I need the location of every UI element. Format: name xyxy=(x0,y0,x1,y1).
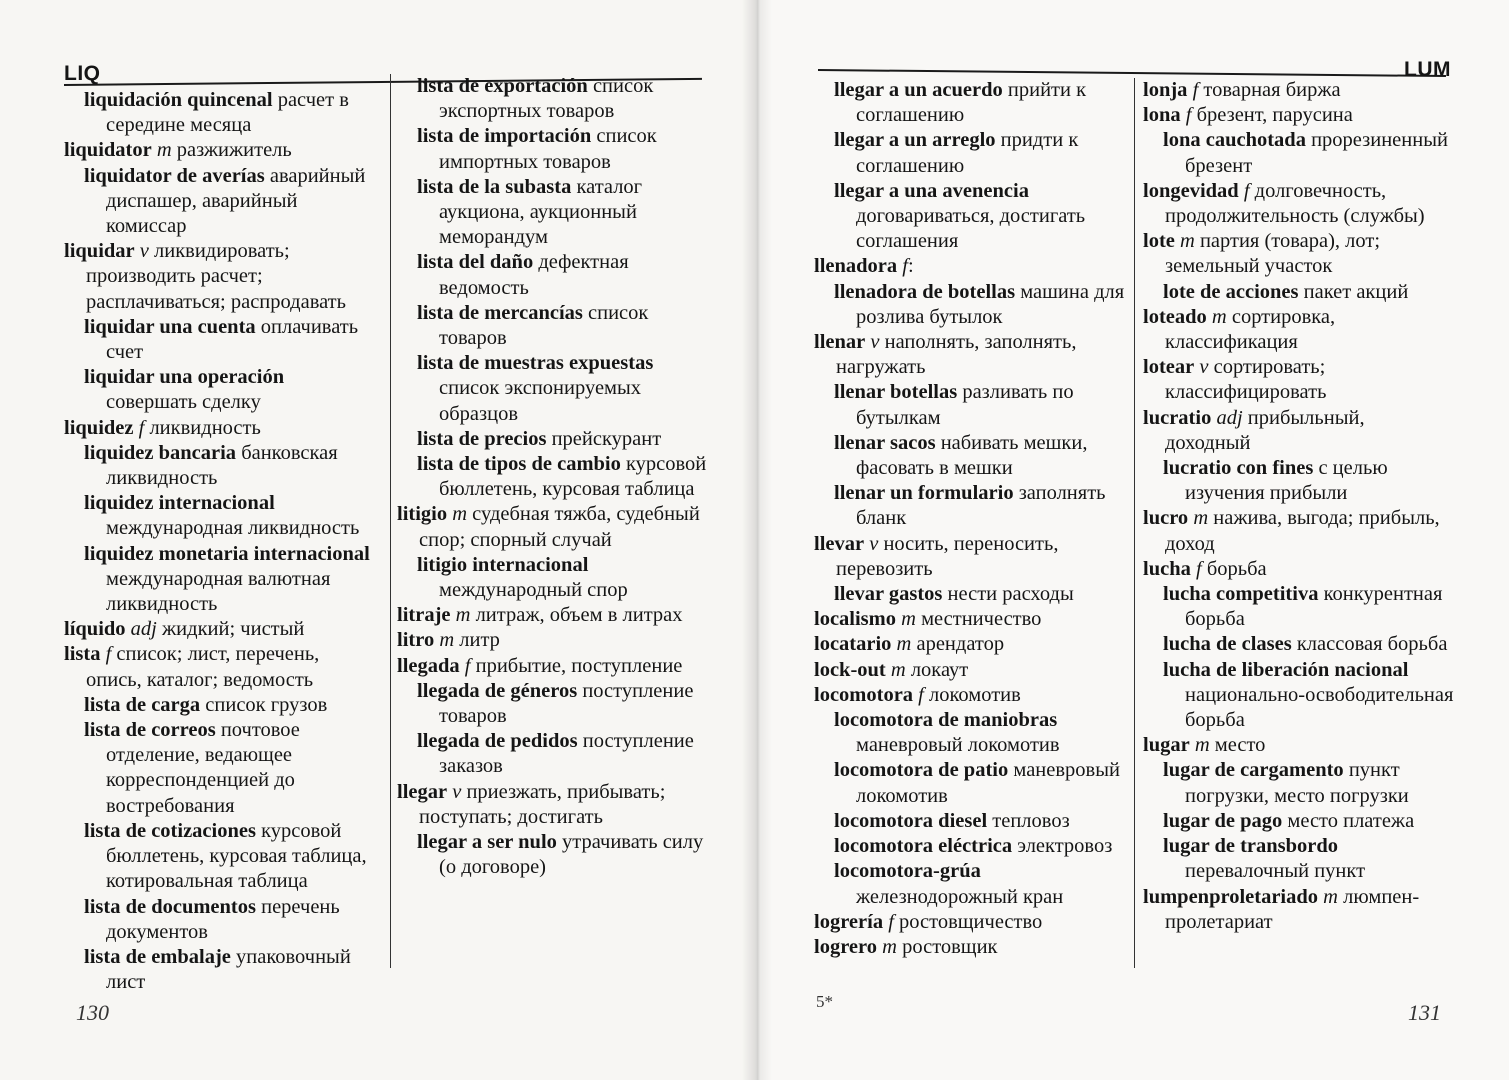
entry-grammar-label: v xyxy=(452,780,462,803)
entry-headword: locomotora de patio xyxy=(834,759,1009,782)
entry-grammar-label: f xyxy=(1192,79,1199,101)
entry-translation: прейскурант xyxy=(551,427,662,450)
entry-headword: locomotora eléctrica xyxy=(834,835,1013,858)
entry-headword: locomotora-grúa xyxy=(834,860,981,883)
entry-grammar-label: f xyxy=(138,416,145,439)
entry-headword: lista de mercancías xyxy=(417,301,583,324)
entry-headword: llegar a una avenencia xyxy=(834,179,1029,202)
entry-translation: аварийный диспашер, аварийный комиссар xyxy=(106,164,366,238)
entry-headword: litigio internacional xyxy=(417,553,589,576)
entry-grammar-label: m xyxy=(1211,305,1227,328)
entry-translation: разливать по бутылкам xyxy=(856,381,1074,429)
dictionary-entry xyxy=(1143,557,1455,582)
entry-translation: упаковочный лист xyxy=(106,945,351,994)
header-rule-right xyxy=(818,69,1446,77)
right-column-1 xyxy=(814,78,1130,960)
dictionary-entry xyxy=(64,617,380,642)
entry-headword: lista de documentos xyxy=(84,895,256,918)
dictionary-entry xyxy=(1143,834,1455,884)
entry-translation: прибытие, поступление xyxy=(475,654,683,677)
entry-translation: литраж, объем в литрах xyxy=(475,604,683,627)
dictionary-entry xyxy=(64,819,380,895)
entry-headword: litro xyxy=(397,629,435,652)
dictionary-entry xyxy=(397,729,715,779)
dictionary-entry xyxy=(64,542,380,618)
dictionary-entry xyxy=(397,351,715,427)
entry-translation: локомотив xyxy=(929,683,1021,706)
dictionary-entry xyxy=(1143,179,1455,229)
entry-translation: список импортных товаров xyxy=(439,125,657,173)
entry-translation: международная ликвидность xyxy=(106,517,360,540)
dictionary-entry xyxy=(1143,229,1455,279)
entry-translation: товарная биржа xyxy=(1203,79,1341,101)
entry-headword: llegada de pedidos xyxy=(417,730,578,753)
dictionary-entry xyxy=(814,708,1130,758)
entry-headword: lumpenproletariado xyxy=(1143,885,1319,908)
entry-translation: набивать мешки, фасовать в мешки xyxy=(856,431,1088,480)
entry-translation: банковская ликвидность xyxy=(106,441,338,490)
dictionary-entry xyxy=(64,315,380,365)
entry-headword: litigio xyxy=(397,503,448,526)
entry-translation: маневровый локомотив xyxy=(856,759,1120,807)
entry-headword: liquidar una cuenta xyxy=(84,315,256,338)
entry-headword: liquidación quincenal xyxy=(84,89,273,111)
entry-headword: llegada de géneros xyxy=(417,679,578,702)
left-column-1 xyxy=(64,88,380,995)
entry-grammar-label: m xyxy=(890,658,906,681)
entry-headword: localismo xyxy=(814,608,896,631)
entry-translation: маневровый локомотив xyxy=(856,734,1060,757)
dictionary-entry xyxy=(1143,406,1455,456)
dictionary-entry xyxy=(1143,632,1455,657)
entry-headword: liquidar xyxy=(64,240,135,263)
entry-headword: lock-out xyxy=(814,658,886,681)
entry-translation: сортировка, классификация xyxy=(1165,305,1336,354)
entry-headword: lona xyxy=(1143,104,1181,127)
entry-translation: место xyxy=(1214,734,1266,757)
dictionary-entry xyxy=(397,628,715,653)
entry-headword: lucratio con fines xyxy=(1163,457,1314,480)
entry-headword: lista de exportación xyxy=(417,75,588,97)
entry-headword: líquido xyxy=(64,618,126,641)
entry-translation: классовая борьба xyxy=(1296,633,1448,656)
dictionary-entry xyxy=(1143,658,1455,734)
entry-headword: llegar a un arreglo xyxy=(834,129,996,152)
entry-headword: llenadora xyxy=(814,255,898,278)
dictionary-entry xyxy=(64,138,380,163)
entry-translation: договариваться, достигать соглашения xyxy=(856,205,1086,253)
entry-headword: liquidez bancaria xyxy=(84,441,237,464)
entry-headword: lista de precios xyxy=(417,427,547,450)
entry-headword: llegar xyxy=(397,780,448,803)
dictionary-entry xyxy=(814,910,1130,935)
dictionary-entry xyxy=(64,491,380,541)
entry-translation: поступление заказов xyxy=(439,730,694,778)
entry-headword: lista del daño xyxy=(417,251,534,274)
entry-translation: брезент, парусина xyxy=(1196,104,1353,127)
dictionary-entry xyxy=(1143,506,1455,556)
entry-headword: loteado xyxy=(1143,305,1207,328)
entry-headword: llenar xyxy=(814,331,866,354)
entry-grammar-label: adj xyxy=(130,618,157,641)
entry-translation: люмпен-пролетариат xyxy=(1165,885,1420,933)
entry-translation: партия (товара), лот; земельный участок xyxy=(1165,230,1381,278)
entry-headword: locatario xyxy=(814,633,892,656)
entry-headword: lista de importación xyxy=(417,125,592,148)
entry-headword: llenar sacos xyxy=(834,431,936,454)
dictionary-entry xyxy=(1143,885,1455,935)
entry-headword: longevidad xyxy=(1143,179,1239,202)
right-column-2 xyxy=(1134,78,1455,968)
entry-translation: ликвидность xyxy=(149,416,261,439)
dictionary-entry xyxy=(64,416,380,441)
entry-headword: lista xyxy=(64,643,101,666)
entry-grammar-label: f xyxy=(464,654,471,677)
entry-grammar-label: f xyxy=(918,683,924,706)
dictionary-entry xyxy=(1143,305,1455,355)
dictionary-entry xyxy=(1143,582,1455,632)
signature-mark: 5* xyxy=(816,992,833,1011)
dictionary-entry xyxy=(814,683,1130,708)
dictionary-entry xyxy=(1143,355,1455,405)
entry-grammar-label: m xyxy=(452,503,468,526)
entry-translation: тепловоз xyxy=(992,809,1070,832)
dictionary-entry xyxy=(814,380,1130,430)
entry-translation: ростовщичество xyxy=(899,910,1043,933)
entry-translation: сортировать; классифицировать xyxy=(1165,356,1327,404)
dictionary-entry xyxy=(814,834,1130,859)
entry-grammar-label: m xyxy=(1193,507,1209,530)
entry-translation: локаут xyxy=(910,658,969,681)
entry-translation: прорезиненный брезент xyxy=(1185,129,1448,177)
dictionary-entry xyxy=(64,945,380,995)
dictionary-entry xyxy=(397,553,715,603)
entry-headword: llegar a un acuerdo xyxy=(834,79,1003,101)
entry-grammar-label: f xyxy=(1185,104,1192,127)
entry-grammar-label: m xyxy=(1180,230,1195,253)
entry-grammar-label: f xyxy=(105,643,112,666)
dictionary-entry xyxy=(397,679,715,729)
entry-translation: жидкий; чистый xyxy=(162,618,305,641)
entry-grammar-label: f xyxy=(888,910,894,933)
entry-translation: почтовое отделение, ведающее корреспонденцией до востребования xyxy=(106,719,300,817)
entry-headword: locomotora diesel xyxy=(834,809,988,832)
entry-grammar-label: f xyxy=(1243,179,1250,202)
dictionary-entry xyxy=(814,254,1130,279)
entry-translation: курсовой бюллетень, курсовая таблица, котировальная таблица xyxy=(106,819,367,893)
entry-grammar-label: v xyxy=(870,331,880,354)
entry-translation: международный спор xyxy=(439,579,628,602)
entry-translation: арендатор xyxy=(916,633,1005,656)
entry-translation: машина для розлива бутылок xyxy=(856,280,1125,328)
entry-headword: lote de acciones xyxy=(1163,280,1299,303)
dictionary-entry xyxy=(1143,280,1455,305)
entry-headword: lotear xyxy=(1143,356,1195,379)
dictionary-entry xyxy=(64,164,380,240)
dictionary-entry xyxy=(397,301,715,351)
entry-translation: пункт погрузки, место погрузки xyxy=(1185,759,1409,807)
dictionary-entry xyxy=(397,74,715,124)
dictionary-entry xyxy=(397,830,715,880)
entry-headword: lista de muestras expuestas xyxy=(417,352,654,375)
entry-translation: место платежа xyxy=(1287,809,1415,832)
entry-headword: lucro xyxy=(1143,507,1189,530)
entry-grammar-label: m xyxy=(156,139,172,162)
dictionary-entry xyxy=(814,532,1130,582)
entry-grammar-label: m xyxy=(901,608,916,631)
entry-headword: locomotora xyxy=(814,683,914,706)
entry-headword: lucha de liberación nacional xyxy=(1163,658,1409,681)
dictionary-entry xyxy=(814,330,1130,380)
entry-translation: расчет в середине месяца xyxy=(106,89,349,137)
entry-headword: lucratio xyxy=(1143,406,1212,429)
entry-translation: разжижитель xyxy=(176,139,292,162)
dictionary-entry xyxy=(1143,758,1455,808)
entry-headword: lucha xyxy=(1143,557,1191,580)
entry-headword: liquidator de averías xyxy=(84,164,265,187)
entry-translation: прийти к соглашению xyxy=(856,79,1087,127)
dictionary-entry xyxy=(814,128,1130,178)
entry-headword: llenadora de botellas xyxy=(834,280,1016,303)
entry-grammar-label: v xyxy=(1199,356,1209,379)
entry-headword: lugar de pago xyxy=(1163,809,1283,832)
entry-headword: lista de embalaje xyxy=(84,945,231,968)
dictionary-entry xyxy=(397,452,715,502)
entry-headword: lista de correos xyxy=(84,719,216,742)
entry-translation: список экспонируемых образцов xyxy=(439,377,642,425)
entry-translation: дефектная ведомость xyxy=(439,251,629,299)
entry-translation: нести расходы xyxy=(947,583,1074,606)
entry-grammar-label: v xyxy=(869,532,879,555)
dictionary-entry xyxy=(814,481,1130,531)
entry-headword: liquidar una operación xyxy=(84,366,285,389)
entry-headword: lista de carga xyxy=(84,693,201,716)
dictionary-entry xyxy=(814,179,1130,255)
entry-translation: курсовой бюллетень, курсовая таблица xyxy=(439,453,707,501)
dictionary-entry xyxy=(397,654,715,679)
dictionary-entry xyxy=(1143,809,1455,834)
dictionary-entry xyxy=(1143,78,1455,103)
entry-translation: национально-освободительная борьба xyxy=(1185,683,1454,732)
dictionary-entry xyxy=(814,809,1130,834)
entry-headword: lugar xyxy=(1143,734,1190,757)
entry-translation: список экспортных товаров xyxy=(439,75,654,123)
entry-headword: locomotora de maniobras xyxy=(834,709,1058,732)
entry-headword: lote xyxy=(1143,230,1175,253)
dictionary-entry xyxy=(814,632,1130,657)
dictionary-entry xyxy=(397,175,715,251)
entry-headword: llegar a ser nulo xyxy=(417,831,557,854)
entry-translation: с целью изучения прибыли xyxy=(1185,457,1388,505)
entry-headword: logrero xyxy=(814,935,878,958)
dictionary-entry xyxy=(814,758,1130,808)
dictionary-entry xyxy=(64,239,380,315)
dictionary-entry xyxy=(814,280,1130,330)
dictionary-entry xyxy=(64,365,380,415)
entry-translation: местничество xyxy=(921,608,1042,631)
entry-translation: перечень документов xyxy=(106,895,340,943)
entry-translation: ликвидировать; производить расчет; расплачиваться; распродавать xyxy=(86,240,346,313)
entry-headword: lucha de clases xyxy=(1163,633,1292,656)
entry-headword: lugar de cargamento xyxy=(1163,759,1344,782)
entry-translation: утрачивать силу (о договоре) xyxy=(439,831,704,879)
entry-grammar-label: f xyxy=(1195,557,1202,580)
entry-headword: lucha competitiva xyxy=(1163,583,1319,606)
entry-translation: долговечность, продолжительность (службы) xyxy=(1165,179,1425,228)
entry-grammar-label: f xyxy=(902,255,908,278)
left-column-2 xyxy=(390,74,715,968)
dictionary-entry xyxy=(814,582,1130,607)
entry-grammar-label: v xyxy=(139,240,149,263)
entry-headword: liquidez monetaria internacional xyxy=(84,542,370,565)
entry-grammar-label: m xyxy=(896,633,912,656)
entry-translation: : xyxy=(907,255,914,278)
entry-headword: litraje xyxy=(397,604,451,627)
dictionary-entry xyxy=(397,427,715,452)
dictionary-entry xyxy=(814,431,1130,481)
dictionary-entry xyxy=(814,78,1130,128)
entry-translation: нажива, выгода; прибыль, доход xyxy=(1165,507,1440,555)
dictionary-entry xyxy=(814,935,1130,960)
entry-headword: lista de cotizaciones xyxy=(84,819,256,842)
entry-translation: список; лист, перечень, опись, каталог; ведомость xyxy=(86,643,320,691)
entry-translation: заполнять бланк xyxy=(856,482,1106,530)
right-page xyxy=(756,0,1509,1080)
dictionary-entry xyxy=(814,859,1130,909)
dictionary-entry xyxy=(814,658,1130,683)
entry-headword: lista de tipos de cambio xyxy=(417,453,621,476)
entry-translation: приезжать, прибывать; поступать; достигать xyxy=(419,780,666,828)
entry-translation: конкурентная борьба xyxy=(1185,583,1443,631)
dictionary-entry xyxy=(64,88,380,138)
entry-translation: совершать сделку xyxy=(106,391,261,414)
entry-translation: перевалочный пункт xyxy=(1185,860,1366,883)
entry-grammar-label: m xyxy=(1323,885,1338,908)
entry-headword: llegada xyxy=(397,654,460,677)
entry-translation: литр xyxy=(459,629,500,652)
dictionary-entry xyxy=(64,895,380,945)
dictionary-entry xyxy=(64,642,380,692)
entry-translation: носить, переносить, перевозить xyxy=(836,532,1059,580)
dictionary-entry xyxy=(1143,128,1455,178)
entry-headword: llevar xyxy=(814,532,865,555)
entry-grammar-label: m xyxy=(882,935,897,958)
dictionary-entry xyxy=(397,250,715,300)
entry-translation: судебная тяжба, судебный спор; спорный случай xyxy=(419,503,700,551)
dictionary-entry xyxy=(814,607,1130,632)
entry-translation: каталог аукциона, аукционный меморандум xyxy=(439,175,643,249)
entry-translation: ростовщик xyxy=(902,935,998,958)
entry-translation: борьба xyxy=(1206,557,1267,580)
running-head-right: LUM xyxy=(1404,58,1451,81)
entry-translation: электровоз xyxy=(1017,835,1113,858)
entry-grammar-label: m xyxy=(455,604,471,627)
entry-translation: железнодорожный кран xyxy=(856,885,1064,908)
entry-translation: наполнять, заполнять, нагружать xyxy=(836,331,1077,379)
page-number-right: 131 xyxy=(1408,1000,1441,1025)
entry-headword: lonja xyxy=(1143,79,1188,101)
entry-headword: lugar de transbordo xyxy=(1163,835,1339,858)
entry-translation: оплачивать счет xyxy=(106,315,359,364)
entry-headword: llevar gastos xyxy=(834,583,943,606)
page-number-left: 130 xyxy=(76,1000,109,1025)
running-head-left: LIQ xyxy=(64,62,101,85)
dictionary-entry xyxy=(64,718,380,819)
entry-translation: международная валютная ликвидность xyxy=(106,567,331,616)
entry-translation: пакет акций xyxy=(1303,280,1409,303)
entry-headword: liquidez internacional xyxy=(84,492,275,515)
entry-grammar-label: m xyxy=(439,629,455,652)
entry-headword: liquidez xyxy=(64,416,134,439)
dictionary-entry xyxy=(397,603,715,628)
entry-translation: список товаров xyxy=(439,301,649,350)
entry-headword: liquidator xyxy=(64,139,152,162)
entry-translation: список грузов xyxy=(205,693,328,716)
book-gutter xyxy=(742,0,772,1080)
dictionary-entry xyxy=(397,124,715,174)
dictionary-entry xyxy=(64,441,380,491)
entry-headword: llenar un formulario xyxy=(834,482,1014,505)
entry-grammar-label: adj xyxy=(1216,406,1243,429)
dictionary-entry xyxy=(397,502,715,552)
dictionary-entry xyxy=(64,693,380,718)
dictionary-entry xyxy=(1143,456,1455,506)
entry-translation: прибыльный, доходный xyxy=(1165,406,1365,454)
dictionary-entry xyxy=(1143,103,1455,128)
entry-headword: llenar botellas xyxy=(834,381,958,404)
entry-grammar-label: m xyxy=(1194,734,1210,757)
dictionary-entry xyxy=(1143,733,1455,758)
entry-headword: lona cauchotada xyxy=(1163,129,1306,152)
entry-translation: придти к соглашению xyxy=(856,129,1079,177)
entry-headword: logrería xyxy=(814,910,884,933)
entry-translation: поступление товаров xyxy=(439,679,694,728)
entry-headword: lista de la subasta xyxy=(417,175,572,198)
dictionary-entry xyxy=(397,780,715,830)
